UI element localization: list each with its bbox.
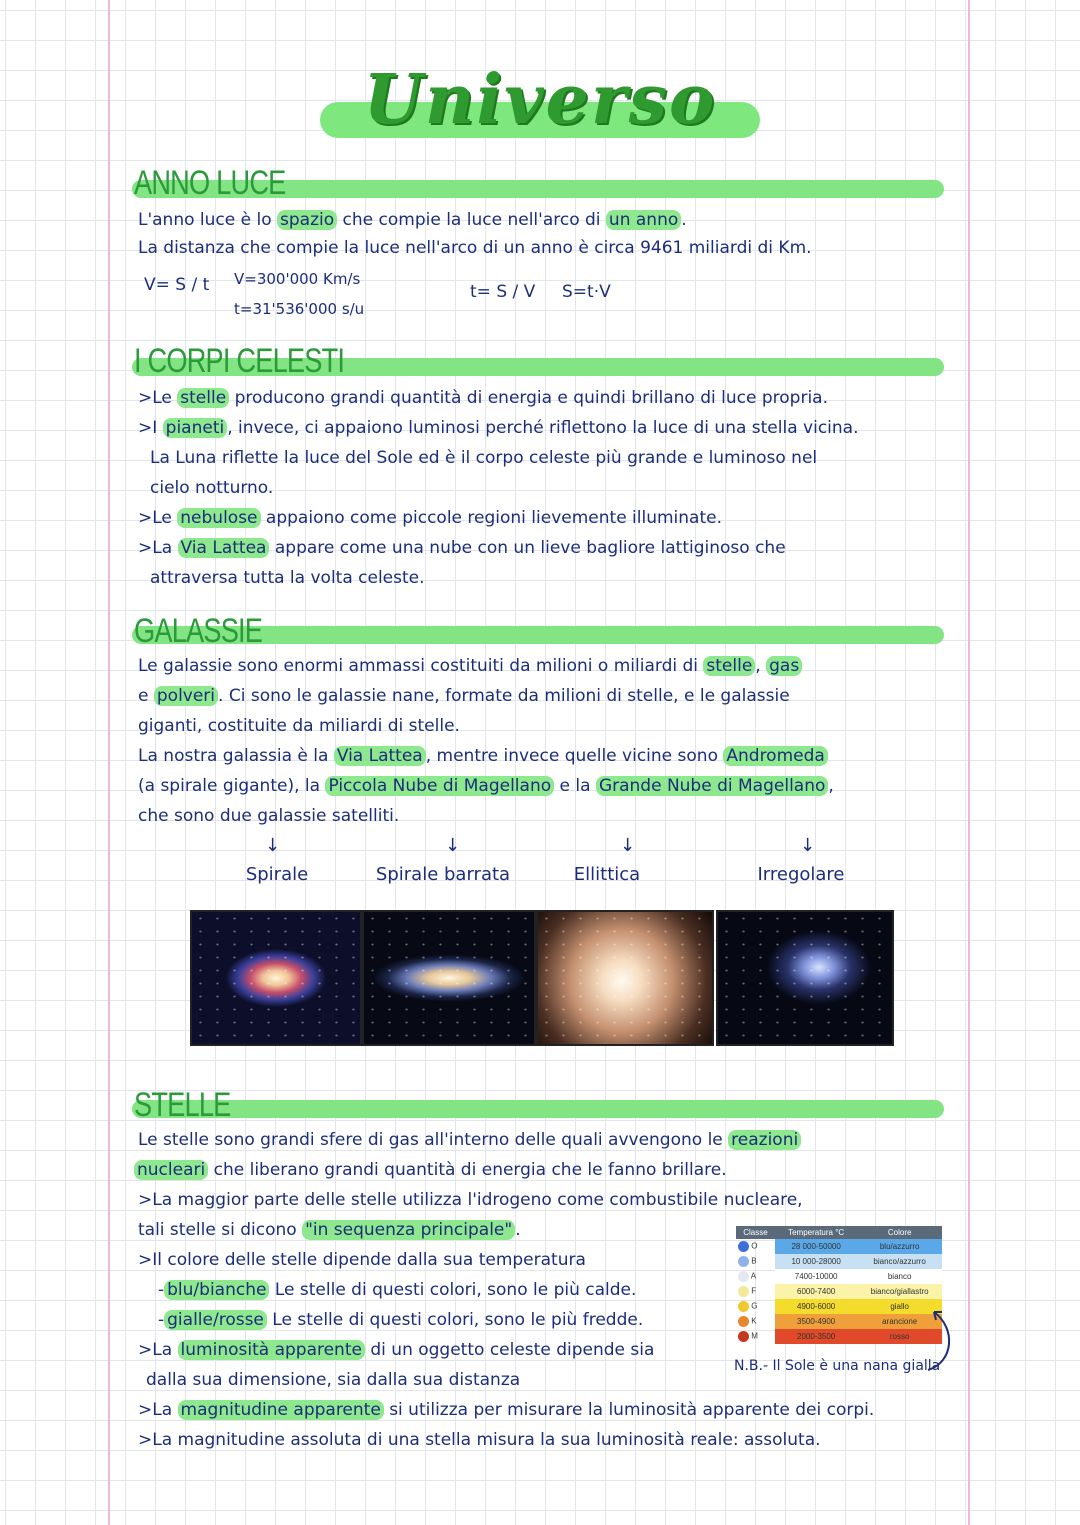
table-row xyxy=(736,1329,942,1344)
text-line: >La magnitudine assoluta di una stella misura la sua luminosità reale: assoluta. xyxy=(138,1430,821,1450)
color-cell: rosso xyxy=(857,1329,942,1344)
temperature-cell: 6000-7400 xyxy=(775,1284,857,1299)
text-line: Le galassie sono enormi ammassi costituiti da milioni o miliardi di stelle , gas xyxy=(138,656,802,676)
elliptical-galaxy-image xyxy=(536,910,714,1046)
temperature-cell: 7400-10000 xyxy=(775,1269,857,1284)
temperature-cell: 2000-3500 xyxy=(775,1329,857,1344)
star-dot-icon xyxy=(738,1271,749,1282)
text-line: giganti, costituite da miliardi di stelle. xyxy=(138,716,460,736)
highlight: "in sequenza principale" xyxy=(302,1220,515,1240)
class-cell xyxy=(736,1254,775,1269)
galaxy-label-irregolare: Irregolare xyxy=(757,864,845,885)
temperature-cell: 4900-6000 xyxy=(775,1299,857,1314)
text-line: - blu/bianche Le stelle di questi colori, sono le più calde. xyxy=(158,1280,637,1300)
table-row xyxy=(736,1299,942,1314)
highlight: luminosità apparente xyxy=(178,1340,365,1360)
highlight: Via Lattea xyxy=(178,538,270,558)
text-line: >Il colore delle stelle dipende dalla sua temperatura xyxy=(138,1250,586,1270)
star-class-table xyxy=(736,1226,942,1344)
highlight: Andromeda xyxy=(723,746,827,766)
section-title: GALASSIE xyxy=(134,612,263,650)
class-letter: A xyxy=(749,1271,757,1281)
right-margin-line xyxy=(968,0,970,1525)
star-dot-icon xyxy=(738,1241,749,1252)
barred-spiral-galaxy-image xyxy=(362,910,536,1046)
text-line: tali stelle si dicono "in sequenza principale" . xyxy=(138,1220,521,1240)
text-line: cielo notturno. xyxy=(150,478,274,498)
class-letter: K xyxy=(749,1316,757,1326)
section-bar xyxy=(132,1100,944,1118)
color-cell: bianco/azzurro xyxy=(857,1254,942,1269)
text-line: nucleari che liberano grandi quantità di energia che le fanno brillare. xyxy=(134,1160,727,1180)
formula-v: V= S / t xyxy=(144,275,210,295)
color-cell: bianco/giallastro xyxy=(857,1284,942,1299)
class-letter: G xyxy=(749,1301,758,1311)
formula-v-value: V=300'000 Km/s xyxy=(234,270,361,288)
arrow-down-icon: ↓ xyxy=(800,835,816,856)
table-row xyxy=(736,1254,942,1269)
arrow-down-icon: ↓ xyxy=(445,835,461,856)
class-cell xyxy=(736,1284,775,1299)
galaxy-label-spirale-barrata: Spirale barrata xyxy=(375,864,511,885)
text-line: La nostra galassia è la Via Lattea , mentre invece quelle vicine sono Andromeda xyxy=(138,746,828,766)
table-row xyxy=(736,1269,942,1284)
star-dot-icon xyxy=(738,1316,749,1327)
highlight: Grande Nube di Magellano xyxy=(596,776,828,796)
section-anno-luce xyxy=(132,164,944,208)
text-line: >Le nebulose appaiono come piccole regioni lievemente illuminate. xyxy=(138,508,723,528)
class-cell xyxy=(736,1329,775,1344)
highlight: gialle/rosse xyxy=(164,1310,267,1330)
highlight: Via Lattea xyxy=(334,746,426,766)
text-line: attraversa tutta la volta celeste. xyxy=(150,568,425,588)
text-line: L'anno luce è lo spazio che compie la luce nell'arco di un anno . xyxy=(138,210,687,230)
temperature-cell: 10 000-28000 xyxy=(775,1254,857,1269)
highlight: Piccola Nube di Magellano xyxy=(325,776,554,796)
title-block xyxy=(320,60,760,140)
class-cell xyxy=(736,1239,775,1254)
section-galassie xyxy=(132,612,944,656)
highlight: pianeti xyxy=(163,418,228,438)
class-letter: O xyxy=(749,1241,758,1251)
formula-t-value: t=31'536'000 s/u xyxy=(234,300,365,318)
text-line: >I pianeti , invece, ci appaiono luminosi perché riflettono la luce di una stella vicina. xyxy=(138,418,859,438)
highlight: spazio xyxy=(277,210,337,230)
table-row xyxy=(736,1284,942,1299)
star-dot-icon xyxy=(738,1256,749,1267)
temperature-cell: 3500-4900 xyxy=(775,1314,857,1329)
class-letter: M xyxy=(749,1331,758,1341)
arrow-down-icon: ↓ xyxy=(620,835,636,856)
text-line: (a spirale gigante), la Piccola Nube di Magellano e la Grande Nube di Magellano , xyxy=(138,776,834,796)
section-title: I CORPI CELESTI xyxy=(134,342,345,380)
highlight: un anno xyxy=(606,210,681,230)
highlight: magnitudine apparente xyxy=(178,1400,384,1420)
text-line: Le stelle sono grandi sfere di gas all'interno delle quali avvengono le reazioni xyxy=(138,1130,801,1150)
class-letter: B xyxy=(749,1256,757,1266)
text-line: >La magnitudine apparente si utilizza per misurare la luminosità apparente dei corpi. xyxy=(138,1400,875,1420)
text-line: dalla sua dimensione, sia dalla sua distanza xyxy=(146,1370,521,1390)
table-row xyxy=(736,1239,942,1254)
text-line: >Le stelle producono grandi quantità di energia e quindi brillano di luce propria. xyxy=(138,388,828,408)
color-cell: blu/azzurro xyxy=(857,1239,942,1254)
section-title: STELLE xyxy=(134,1086,231,1124)
galaxy-label-spirale: Spirale xyxy=(245,864,309,885)
text-line: >La luminosità apparente di un oggetto celeste dipende sia xyxy=(138,1340,655,1360)
section-corpi-celesti xyxy=(132,342,944,386)
section-title: ANNO LUCE xyxy=(134,164,286,202)
highlight: nebulose xyxy=(177,508,260,528)
highlight: polveri xyxy=(154,686,218,706)
highlight: stelle xyxy=(703,656,755,676)
temperature-cell: 28 000-50000 xyxy=(775,1239,857,1254)
header-colore: Colore xyxy=(857,1226,942,1239)
color-cell: bianco xyxy=(857,1269,942,1284)
class-cell xyxy=(736,1299,775,1314)
star-dot-icon xyxy=(738,1331,749,1342)
highlight: blu/bianche xyxy=(164,1280,269,1300)
note-sole: N.B.- Il Sole è una nana gialla xyxy=(734,1358,941,1374)
left-margin-line xyxy=(108,0,110,1525)
text-line: >La maggior parte delle stelle utilizza l'idrogeno come combustibile nucleare, xyxy=(138,1190,803,1210)
spiral-galaxy-image xyxy=(190,910,362,1046)
text-line: che sono due galassie satelliti. xyxy=(138,806,400,826)
text-line: La Luna riflette la luce del Sole ed è il corpo celeste più grande e luminoso nel xyxy=(150,448,818,468)
table-row xyxy=(736,1314,942,1329)
text-line: >La Via Lattea appare come una nube con un lieve bagliore lattiginoso che xyxy=(138,538,786,558)
text-line: - gialle/rosse Le stelle di questi colori, sono le più fredde. xyxy=(158,1310,644,1330)
class-cell xyxy=(736,1314,775,1329)
highlight: stelle xyxy=(177,388,229,408)
formula-t: t= S / V xyxy=(470,282,536,302)
color-cell: giallo xyxy=(857,1299,942,1314)
highlight: nucleari xyxy=(134,1160,208,1180)
page-title: Universo xyxy=(363,60,717,140)
header-temperatura: Temperatura °C xyxy=(775,1226,857,1239)
star-dot-icon xyxy=(738,1301,749,1312)
table-header-row xyxy=(736,1226,942,1239)
text-line: e polveri . Ci sono le galassie nane, formate da milioni di stelle, e le galassie xyxy=(138,686,790,706)
star-dot-icon xyxy=(738,1286,749,1297)
text-line: La distanza che compie la luce nell'arco di un anno è circa 9461 miliardi di Km. xyxy=(138,238,812,258)
color-cell: arancione xyxy=(857,1314,942,1329)
class-cell xyxy=(736,1269,775,1284)
highlight: reazioni xyxy=(728,1130,801,1150)
section-stelle xyxy=(132,1086,944,1130)
header-classe: Classe xyxy=(736,1226,775,1239)
arrow-down-icon: ↓ xyxy=(265,835,281,856)
galaxy-label-ellittica: Ellittica xyxy=(573,864,641,885)
class-letter: F xyxy=(749,1286,757,1296)
irregular-galaxy-image xyxy=(716,910,894,1046)
highlight: gas xyxy=(766,656,802,676)
formula-s: S=t·V xyxy=(562,282,611,302)
curved-arrow-icon xyxy=(920,1300,960,1380)
